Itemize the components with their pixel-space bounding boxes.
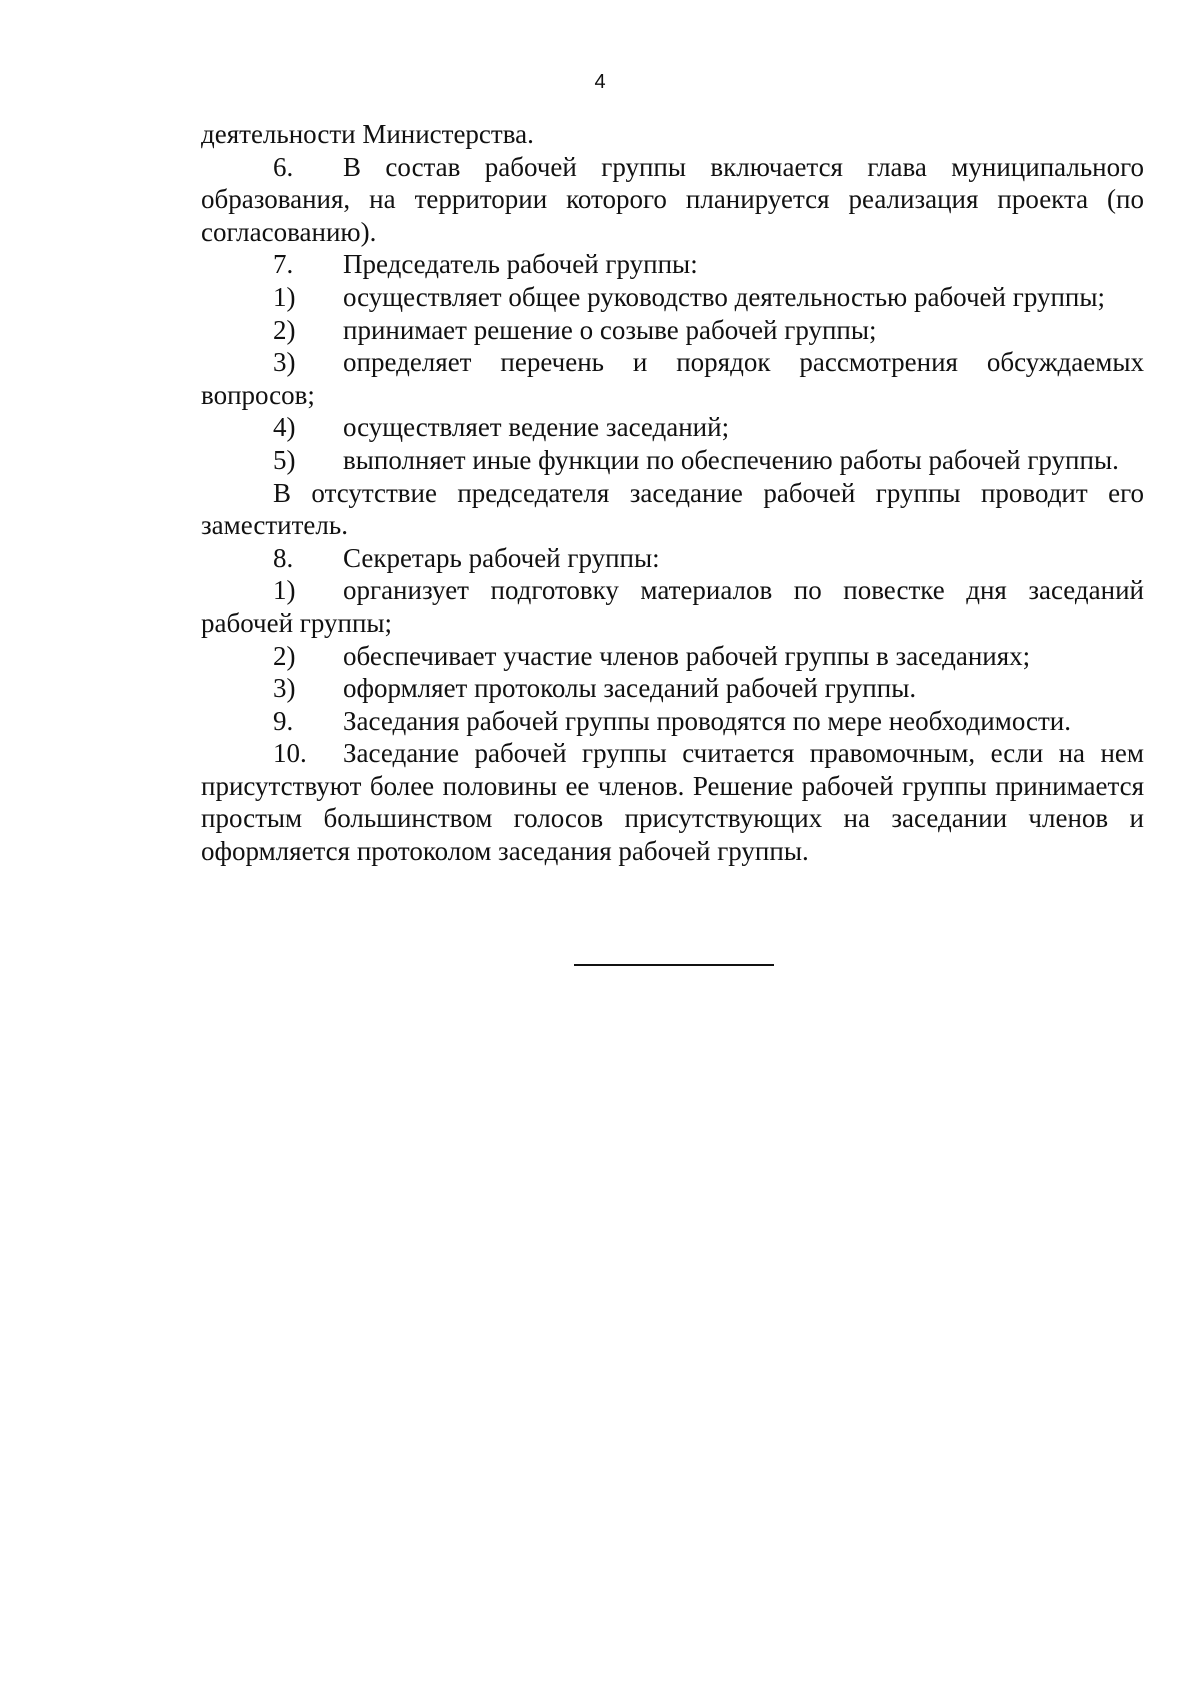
paragraph-text: Председатель рабочей группы: xyxy=(343,249,698,280)
subitem-7-2 xyxy=(201,314,1144,347)
item-number: 8. xyxy=(273,542,294,573)
item-number: 9. xyxy=(273,705,294,736)
paragraph-deputy xyxy=(201,477,1144,542)
paragraph-6 xyxy=(201,151,1144,249)
paragraph-text: организует подготовку материалов по повестке дня заседаний рабочей группы; xyxy=(201,575,1144,638)
paragraph-text: выполняет иные функции по обеспечению работы рабочей группы. xyxy=(343,444,1119,475)
paragraph-8 xyxy=(201,542,1144,575)
item-number: 2) xyxy=(273,640,296,671)
item-number: 6. xyxy=(273,151,294,182)
paragraph-text: осуществляет общее руководство деятельностью рабочей группы; xyxy=(343,281,1105,312)
paragraph-7 xyxy=(201,248,1144,281)
paragraph-text: обеспечивает участие членов рабочей группы в заседаниях; xyxy=(343,640,1031,671)
paragraph-text: Заседания рабочей группы проводятся по мере необходимости. xyxy=(343,705,1071,736)
paragraph-text: Секретарь рабочей группы: xyxy=(343,542,660,573)
subitem-8-1 xyxy=(201,574,1144,639)
paragraph-text: В отсутствие председателя заседание рабочей группы проводит его заместитель. xyxy=(201,477,1144,541)
closing-separator-line xyxy=(574,964,774,966)
item-number: 4) xyxy=(273,412,296,443)
subitem-7-5 xyxy=(201,444,1144,477)
subitem-7-4 xyxy=(201,411,1144,444)
item-number: 1) xyxy=(273,575,296,606)
subitem-7-3 xyxy=(201,346,1144,411)
document-body xyxy=(201,118,1144,868)
subitem-8-2 xyxy=(201,640,1144,673)
item-number: 3) xyxy=(273,673,296,704)
paragraph-text: осуществляет ведение заседаний; xyxy=(343,412,730,443)
paragraph-10 xyxy=(201,737,1144,867)
item-number: 5) xyxy=(273,444,296,475)
page-number: 4 xyxy=(594,71,606,93)
item-number: 1) xyxy=(273,281,296,312)
paragraph-text: оформляет протоколы заседаний рабочей группы. xyxy=(343,673,917,704)
item-number: 7. xyxy=(273,249,294,280)
paragraph-text: определяет перечень и порядок рассмотрения обсуждаемых вопросов; xyxy=(201,347,1144,410)
paragraph-text: принимает решение о созыве рабочей группы; xyxy=(343,314,877,345)
subitem-8-3 xyxy=(201,672,1144,705)
item-number: 10. xyxy=(273,738,307,769)
paragraph-text: В состав рабочей группы включается глава муниципального образования, на территории которого планируется реализация проекта (по согласованию). xyxy=(201,151,1144,247)
paragraph-continuation xyxy=(201,118,1144,151)
paragraph-text: деятельности Министерства. xyxy=(201,119,534,149)
paragraph-text: Заседание рабочей группы считается правомочным, если на нем присутствуют более половины ее членов. Решение рабочей группы принимается простым большинством голосов присутствующих на заседании членов и оформляется протоколом заседания рабочей группы. xyxy=(201,738,1144,867)
paragraph-9 xyxy=(201,705,1144,738)
item-number: 3) xyxy=(273,347,296,378)
item-number: 2) xyxy=(273,314,296,345)
subitem-7-1 xyxy=(201,281,1144,314)
